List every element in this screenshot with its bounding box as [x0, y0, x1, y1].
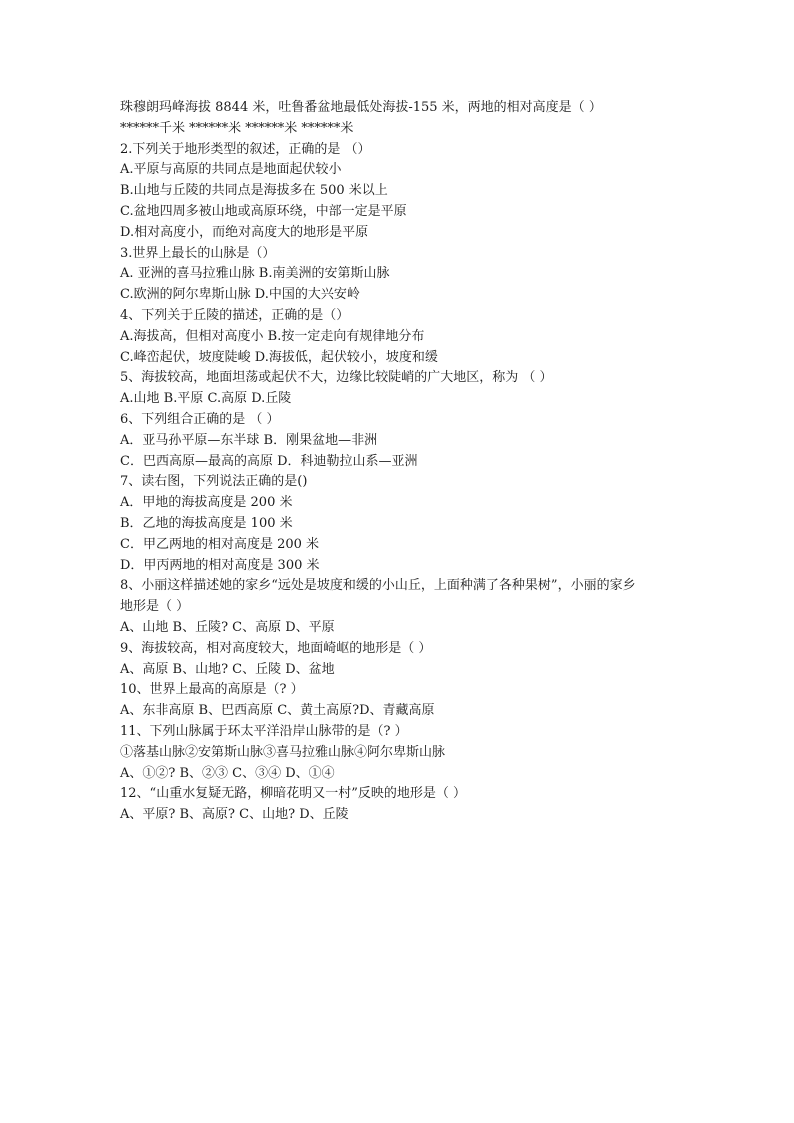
question-10-stem: 10、世界上最高的高原是（? ）: [120, 682, 304, 698]
question-6-options-ab: A．亚马孙平原—东半球 B．刚果盆地—非洲: [120, 432, 378, 448]
question-3-stem: 3.世界上最长的山脉是（）: [120, 245, 276, 261]
question-3-options-cd: C.欧洲的阿尔卑斯山脉 D.中国的大兴安岭: [120, 287, 360, 303]
question-11-list: ①落基山脉②安第斯山脉③喜马拉雅山脉④阿尔卑斯山脉: [120, 744, 446, 760]
question-4-options-ab: A.海拔高，但相对高度小 B.按一定走向有规律地分布: [120, 328, 425, 344]
question-7-option-b: B．乙地的海拔高度是 100 米: [120, 515, 293, 531]
question-1-stem: 珠穆朗玛峰海拔 8844 米，吐鲁番盆地最低处海拔-155 米，两地的相对高度是（ ）: [120, 100, 602, 115]
question-11-options: A、①②? B、②③ C、③④ D、①④: [120, 765, 335, 781]
question-3-options-ab: A. 亚洲的喜马拉雅山脉 B.南美洲的安第斯山脉: [120, 266, 390, 282]
question-2-option-c: C.盆地四周多被山地或高原环绕，中部一定是平原: [120, 203, 407, 219]
question-4-stem: 4、下列关于丘陵的描述，正确的是（）: [120, 307, 350, 323]
question-5-stem: 5、海拔较高，地面坦荡或起伏不大，边缘比较陡峭的广大地区，称为 （ ）: [120, 370, 553, 386]
question-8-stem-continued: 地形是（ ）: [120, 599, 190, 615]
question-1-options: ******千米 ******米 ******米 ******米: [120, 120, 354, 136]
question-8-options: A、山地 B、丘陵? C、高原 D、平原: [120, 619, 335, 635]
question-10-options: A、东非高原 B、巴西高原 C、黄土高原?D、青藏高原: [120, 703, 435, 719]
question-6-stem: 6、下列组合正确的是 （ ）: [120, 411, 280, 427]
question-7-option-d: D．甲丙两地的相对高度是 300 米: [120, 557, 320, 573]
question-11-stem: 11、下列山脉属于环太平洋沿岸山脉带的是（? ）: [120, 723, 408, 739]
question-2-option-b: B.山地与丘陵的共同点是海拔多在 500 米以上: [120, 183, 388, 199]
document-body: [120, 98, 720, 826]
question-6-options-cd: C．巴西高原—最高的高原 D．科迪勒拉山系—亚洲: [120, 453, 418, 469]
question-12-stem: 12、“山重水复疑无路，柳暗花明又一村”反映的地形是（ ）: [120, 786, 466, 802]
question-5-options: A.山地 B.平原 C.高原 D.丘陵: [120, 391, 292, 407]
question-9-options: A、高原 B、山地? C、丘陵 D、盆地: [120, 661, 335, 677]
question-9-stem: 9、海拔较高，相对高度较大，地面崎岖的地形是（ ）: [120, 640, 432, 656]
question-7-option-a: A．甲地的海拔高度是 200 米: [120, 495, 293, 511]
question-2-option-d: D.相对高度小，而绝对高度大的地形是平原: [120, 224, 369, 240]
question-8-stem: 8、小丽这样描述她的家乡“远处是坡度和缓的小山丘，上面种满了各种果树”，小丽的家乡: [120, 578, 636, 594]
question-7-option-c: C．甲乙两地的相对高度是 200 米: [120, 536, 320, 552]
question-7-stem: 7、读右图，下列说法正确的是(): [120, 474, 308, 490]
question-2-option-a: A.平原与高原的共同点是地面起伏较小: [120, 162, 342, 178]
question-2-stem: 2.下列关于地形类型的叙述，正确的是 （）: [120, 141, 371, 157]
question-12-options: A、平原? B、高原? C、山地? D、丘陵: [120, 807, 349, 823]
question-4-options-cd: C.峰峦起伏，坡度陡峻 D.海拔低，起伏较小，坡度和缓: [120, 349, 438, 365]
